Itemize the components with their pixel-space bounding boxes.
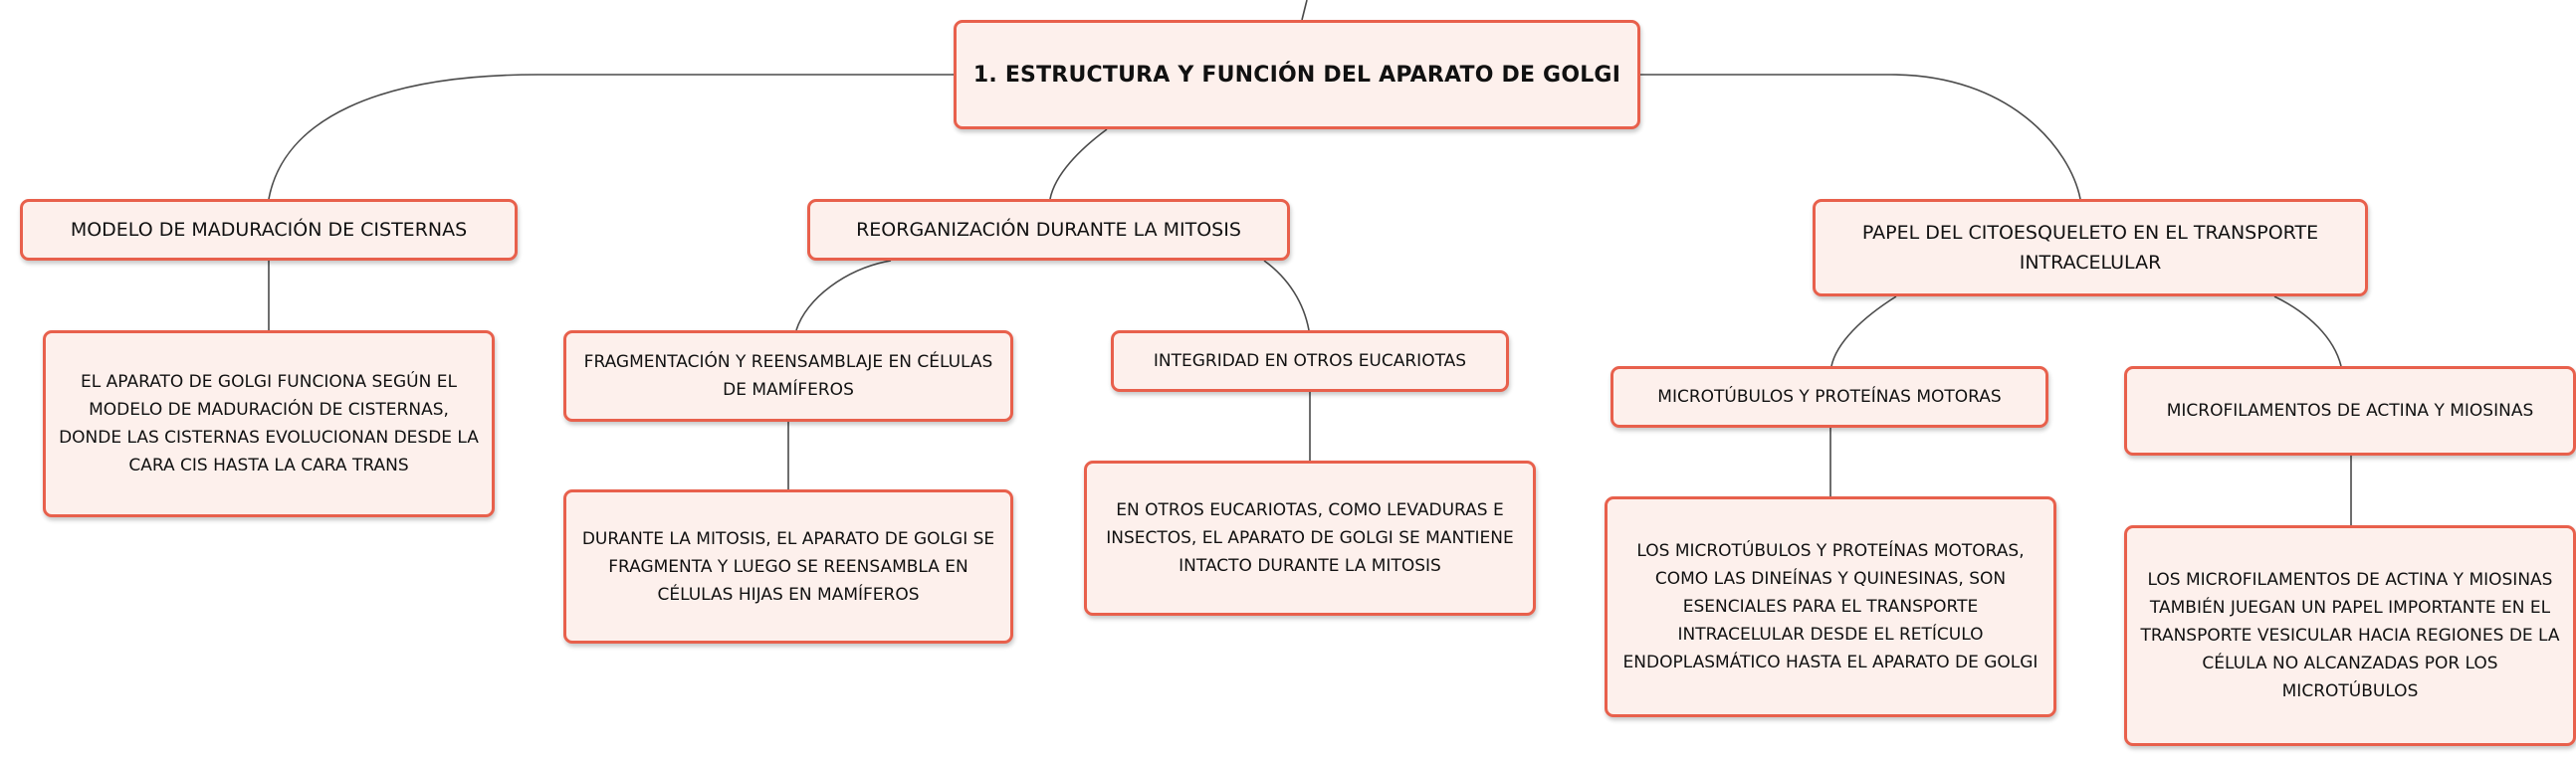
subtopic-integridad-label: INTEGRIDAD EN OTROS EUCARIOTAS <box>1153 351 1467 371</box>
subtopic-fragmentacion-label: FRAGMENTACIÓN Y REENSAMBLAJE EN CÉLULAS DE MAMÍFEROS <box>583 352 993 400</box>
subtopic-microtubulos-label: MICROTÚBULOS Y PROTEÍNAS MOTORAS <box>1657 387 2002 407</box>
topic-maduracion-cisternas[interactable] <box>20 199 518 261</box>
subtopic-actina[interactable] <box>2124 366 2576 456</box>
connector-citoesqueleto-actina <box>2274 296 2341 366</box>
detail-fragmentacion[interactable] <box>563 489 1013 644</box>
detail-actina-text: LOS MICROFILAMENTOS DE ACTINA Y MIOSINAS TAMBIÉN JUEGAN UN PAPEL IMPORTANTE EN EL TRANSPORTE VESICULAR HACIA REGIONES DE LA CÉLULA NO ALCANZADAS POR LOS MICROTÚBULOS <box>2140 570 2560 701</box>
topic-maduracion-label: MODELO DE MADURACIÓN DE CISTERNAS <box>70 219 468 241</box>
topic-reorganizacion-label: REORGANIZACIÓN DURANTE LA MITOSIS <box>856 219 1241 241</box>
subtopic-actina-label: MICROFILAMENTOS DE ACTINA Y MIOSINAS <box>2166 401 2534 421</box>
connector-root-up <box>1302 0 1307 20</box>
topic-citoesqueleto-transporte[interactable] <box>1813 199 2368 296</box>
detail-integridad[interactable] <box>1084 461 1536 616</box>
central-topic-node[interactable] <box>954 20 1640 129</box>
subtopic-microtubulos[interactable] <box>1610 366 2048 428</box>
subtopic-integridad[interactable] <box>1111 330 1509 392</box>
central-topic-text: 1. ESTRUCTURA Y FUNCIÓN DEL APARATO DE GOLGI <box>972 62 1621 88</box>
subtopic-fragmentacion[interactable] <box>563 330 1013 422</box>
detail-maduracion[interactable] <box>43 330 495 517</box>
connector-root-reorganizacion <box>1050 129 1107 199</box>
detail-integridad-text: EN OTROS EUCARIOTAS, COMO LEVADURAS E INSECTOS, EL APARATO DE GOLGI SE MANTIENE INTACTO DURANTE LA MITOSIS <box>1106 500 1514 576</box>
detail-microtubulos-text: LOS MICROTÚBULOS Y PROTEÍNAS MOTORAS, COMO LAS DINEÍNAS Y QUINESINAS, SON ESENCIALES PARA EL TRANSPORTE INTRACELULAR DESDE EL RETÍCULO ENDOPLASMÁTICO HASTA EL APARATO DE GOLGI <box>1622 541 2039 672</box>
detail-actina[interactable] <box>2124 525 2576 746</box>
connector-root-maduracion <box>269 75 954 199</box>
detail-microtubulos[interactable] <box>1605 496 2056 717</box>
connector-reorganizacion-integridad <box>1264 261 1309 330</box>
topic-reorganizacion-mitosis[interactable] <box>807 199 1290 261</box>
connector-root-citoesqueleto <box>1640 75 2080 199</box>
connector-reorganizacion-fragmentacion <box>796 261 891 330</box>
topic-citoesqueleto-label: PAPEL DEL CITOESQUELETO EN EL TRANSPORTE INTRACELULAR <box>1861 222 2319 274</box>
detail-fragmentacion-text: DURANTE LA MITOSIS, EL APARATO DE GOLGI SE FRAGMENTA Y LUEGO SE REENSAMBLA EN CÉLULAS HIJAS EN MAMÍFEROS <box>581 528 995 605</box>
detail-maduracion-text: EL APARATO DE GOLGI FUNCIONA SEGÚN EL MODELO DE MADURACIÓN DE CISTERNAS, DONDE LAS CISTERNAS EVOLUCIONAN DESDE LA CARA CIS HASTA LA CARA TRANS <box>59 372 479 475</box>
connector-citoesqueleto-microtubulos <box>1831 296 1896 366</box>
